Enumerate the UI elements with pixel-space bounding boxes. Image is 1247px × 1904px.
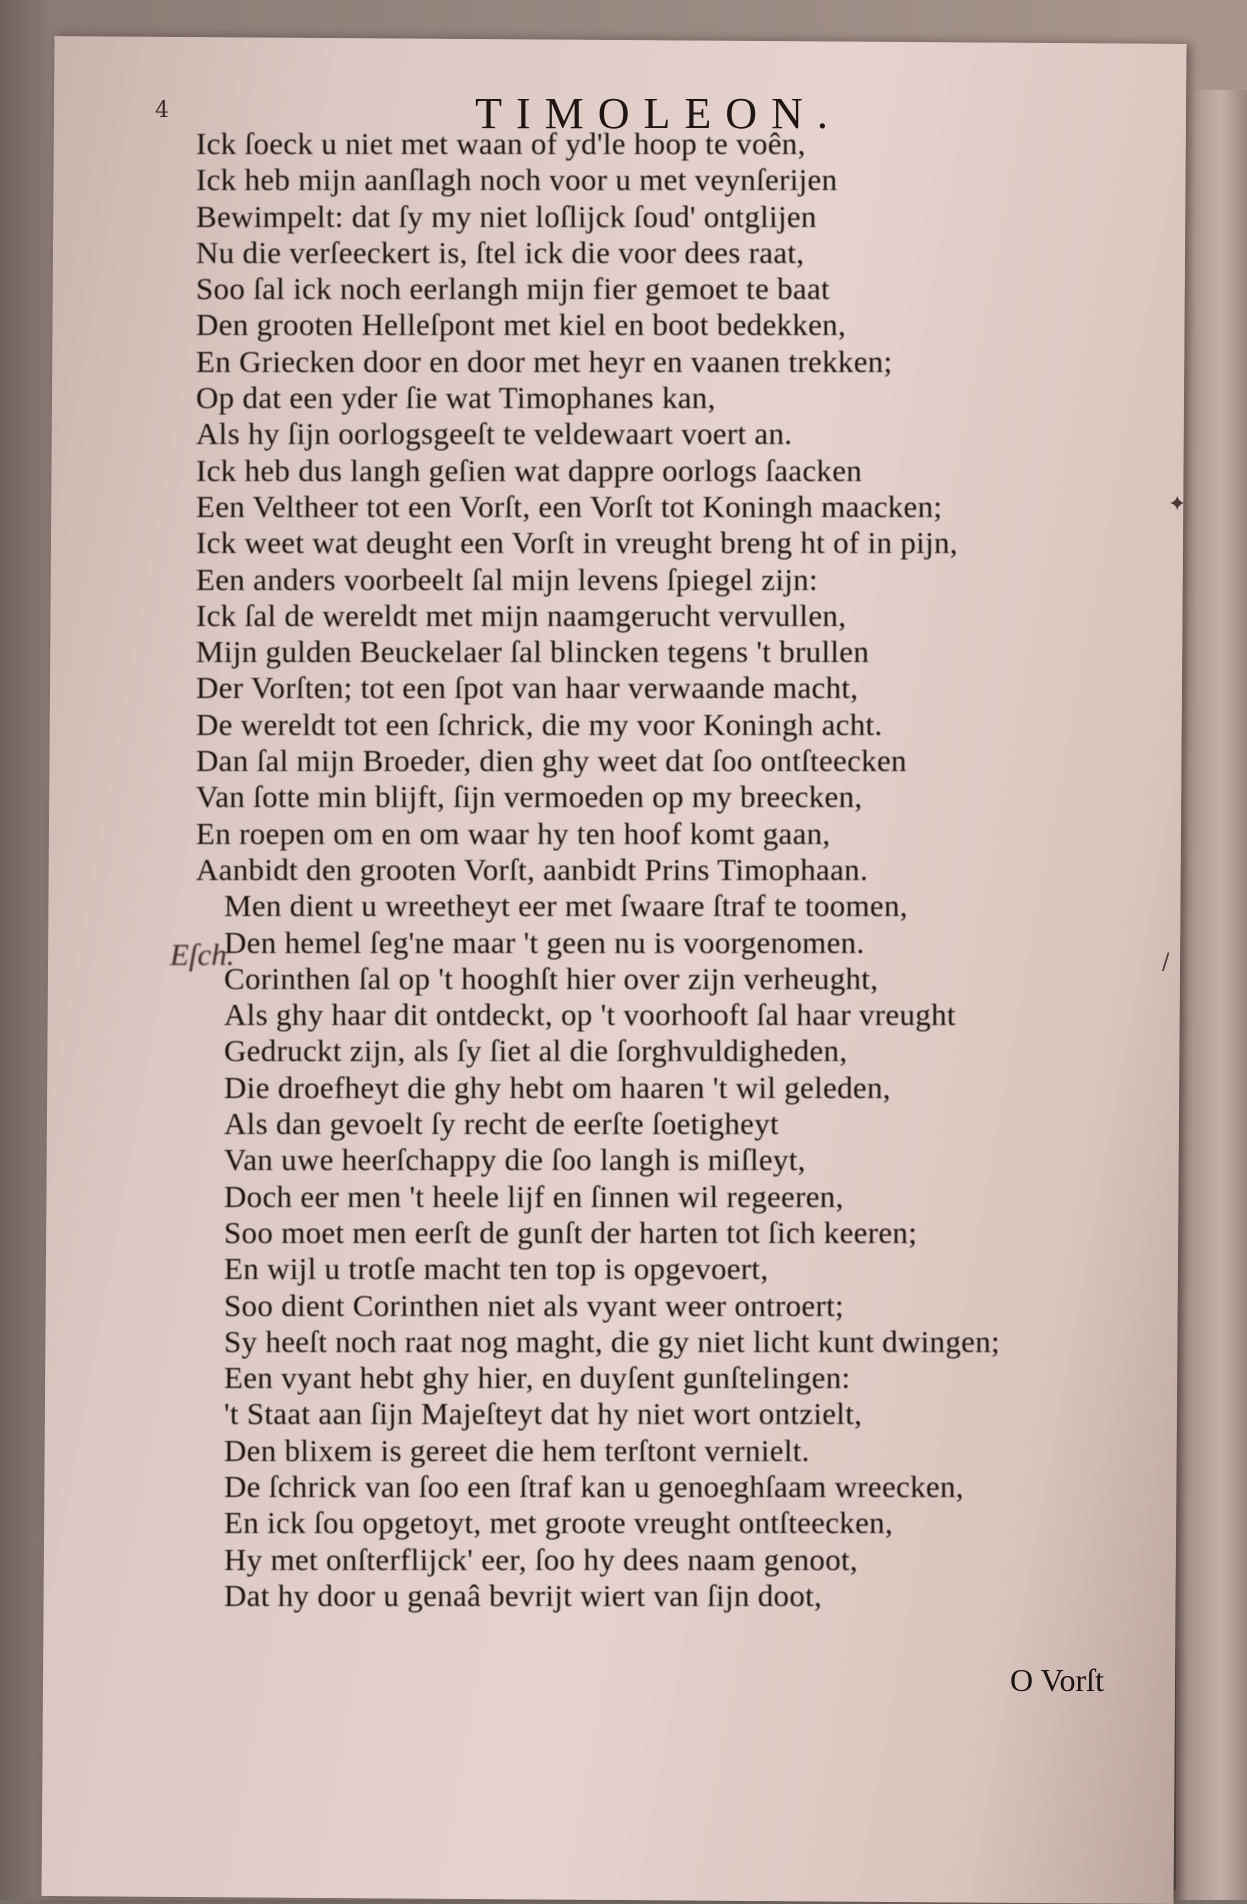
verse-line: Mijn gulden Beuckelaer ſal blincken tegens 't brullen [196,634,870,670]
verse-line: Een Veltheer tot een Vorſt, een Vorſt tot Koningh maacken; [196,488,943,524]
verse-line: Van ſotte min blijft, ſijn vermoeden op my breecken, [196,779,863,815]
verse-line: Nu die verſeeckert is, ſtel ick die voor dees raat, [196,234,805,270]
verse-part-2 [196,888,1146,1614]
verse-line: Aanbidt den grooten Vorſt, aanbidt Prins Timophaan. [196,851,869,887]
verse-line: Als ghy haar dit ontdeckt, op 't voorhooft ſal haar vreught [224,997,956,1033]
verse-line: Die droefheyt die ghy hebt om haaren 't wil geleden, [224,1069,891,1105]
verse-line: Men dient u wreetheyt eer met ſwaare ſtraf te toomen, [224,888,908,924]
verse-line: Gedruckt zijn, als ſy ſiet al die ſorghvuldigheden, [224,1033,848,1069]
verse-line: Als hy ſijn oorlogsgeeſt te veldewaart voert an. [196,416,793,452]
verse-line: Soo dient Corinthen niet als vyant weer ontroert; [224,1287,844,1323]
verse-line: Den hemel ſeg'ne maar 't geen nu is voorgenomen. [224,924,865,960]
verse-line: Van uwe heerſchappy die ſoo langh is miſleyt, [224,1142,806,1178]
verse-line: Doch eer men 't heele lijf en ſinnen wil regeeren, [224,1178,844,1214]
verse-line: 't Staat aan ſijn Majeſteyt dat hy niet wort ontzielt, [224,1396,863,1432]
verse-line: Corinthen ſal op 't hooghſt hier over zijn verheught, [224,960,879,996]
verse-block [196,126,1146,1614]
running-head: TIMOLEON. [475,89,842,138]
catchword: O Vorſt [1010,1662,1104,1698]
verse-line: Ick heb mijn aanſlagh noch voor u met veynſerijen [196,162,838,198]
margin-mark: ✦ [1168,492,1187,517]
verse-line: En roepen om en om waar hy ten hoof komt gaan, [196,815,831,851]
verse-line: Ick weet wat deught een Vorſt in vreught breng ht of in pijn, [196,525,958,561]
verse-line: Een anders voorbeelt ſal mijn levens ſpiegel zijn: [196,561,818,597]
verse-line: Ick ſoeck u niet met waan of yd'le hoop te voên, [196,126,806,161]
verse-line: En ick ſou opgetoyt, met groote vreught ontſteecken, [224,1505,894,1541]
verse-line: De wereldt tot een ſchrick, die my voor Koningh acht. [196,706,883,742]
verse-line: Als dan gevoelt ſy recht de eerſte ſoetigheyt [224,1106,779,1142]
verse-line: Een vyant hebt ghy hier, en duyſent gunſtelingen: [224,1360,851,1396]
verse-line: Soo moet men eerſt de gunſt der harten tot ſich keeren; [224,1214,918,1250]
verse-line: Sy heeſt noch raat nog maght, die gy niet licht kunt dwingen; [224,1323,1000,1359]
verse-line: Bewimpelt: dat ſy my niet loſlijck ſoud' ontglijen [196,198,817,234]
verse-line: Den grooten Helleſpont met kiel en boot bedekken, [196,307,847,343]
verse-line: Ick heb dus langh geſien wat dappre oorlogs ſaacken [196,452,863,488]
margin-mark: / [1162,950,1170,975]
verse-line: En Griecken door en door met heyr en vaanen trekken; [196,343,893,379]
verse-line: Dan ſal mijn Broeder, dien ghy weet dat ſoo ontſteecken [196,743,907,779]
verse-line: Ick ſal de wereldt met mijn naamgerucht vervullen, [196,597,847,633]
verse-line: Den blixem is gereet die hem terſtont vernielt. [224,1432,810,1468]
verse-line: En wijl u trotſe macht ten top is opgevoert, [224,1251,769,1287]
verse-line: Hy met onſterflijck' eer, ſoo hy dees naam genoot, [224,1541,858,1577]
verse-part-1 [196,126,1146,888]
speaker-label: Eſch. [170,937,235,972]
page-number: 4 [155,98,169,123]
verse-line: Op dat een yder ſie wat Timophanes kan, [196,380,716,416]
verse-line: De ſchrick van ſoo een ſtraf kan u genoeghſaam wreecken, [224,1468,964,1504]
verse-line: Dat hy door u genaâ bevrijt wiert van ſijn doot, [224,1577,823,1613]
verse-line: Der Vorſten; tot een ſpot van haar verwaande macht, [196,670,859,706]
verse-line: Soo ſal ick noch eerlangh mijn fier gemoet te baat [196,271,830,307]
